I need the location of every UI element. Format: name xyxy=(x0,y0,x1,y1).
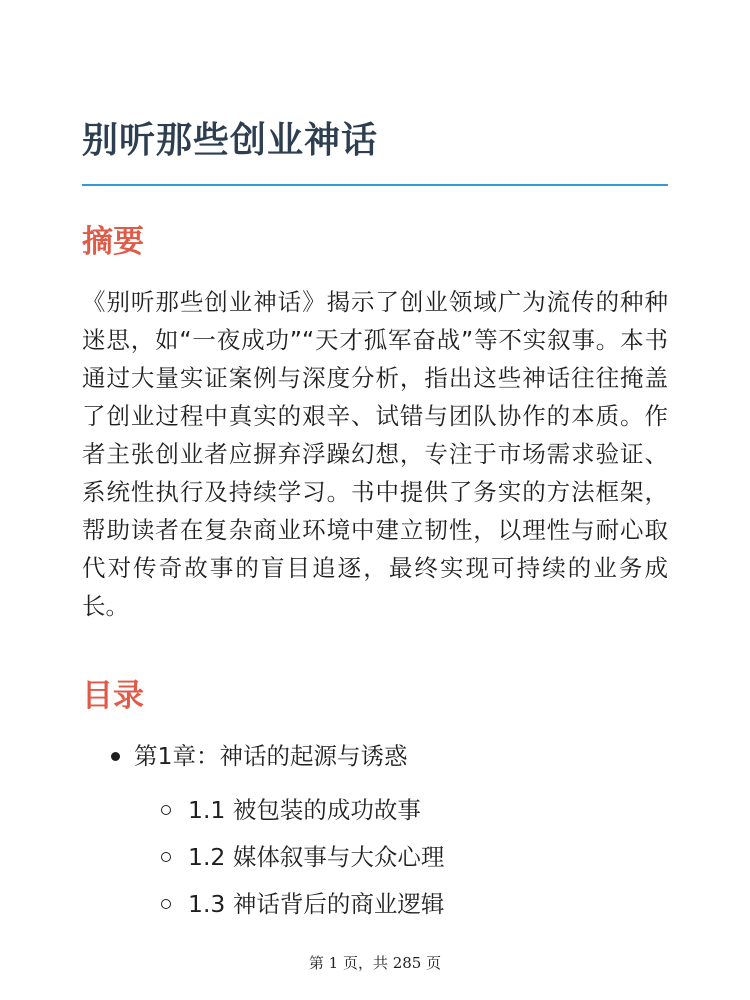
toc-section-label: 1.1 被包装的成功故事 xyxy=(188,796,421,824)
bullet-circle-icon xyxy=(161,852,171,862)
toc-section-1-3 xyxy=(134,886,668,922)
toc-section-1-1 xyxy=(134,792,668,828)
summary-paragraph: 《别听那些创业神话》揭示了创业领域广为流传的种种迷思，如“一夜成功”“天才孤军奋战”等不实叙事。本书通过大量实证案例与深度分析，指出这些神话往往掩盖了创业过程中真实的艰辛、试错与团队协作的本质。作者主张创业者应摒弃浮躁幻想，专注于市场需求验证、系统性执行及持续学习。书中提供了务实的方法框架，帮助读者在复杂商业环境中建立韧性，以理性与耐心取代对传奇故事的盲目追逐，最终实现可持续的业务成长。 xyxy=(82,288,668,620)
toc-section-label: 1.2 媒体叙事与大众心理 xyxy=(188,843,445,871)
toc-section-label: 1.3 神话背后的商业逻辑 xyxy=(188,890,445,918)
toc-section-1-2 xyxy=(134,839,668,875)
title-divider xyxy=(82,184,668,186)
toc-chapter-label: 第1章：神话的起源与诱惑 xyxy=(134,742,408,770)
bullet-circle-icon xyxy=(161,899,171,909)
document-page xyxy=(82,0,668,1000)
toc-chapter-1 xyxy=(82,738,668,922)
summary-heading: 摘要 xyxy=(82,224,144,260)
toc-heading: 目录 xyxy=(82,678,144,714)
document-title: 别听那些创业神话 xyxy=(82,120,379,161)
bullet-circle-icon xyxy=(161,805,171,815)
bullet-dot-icon xyxy=(111,752,120,761)
toc-chapter-1-sections xyxy=(134,792,668,922)
table-of-contents xyxy=(82,738,668,933)
page-number-footer: 第 1 页，共 285 页 xyxy=(308,954,442,972)
